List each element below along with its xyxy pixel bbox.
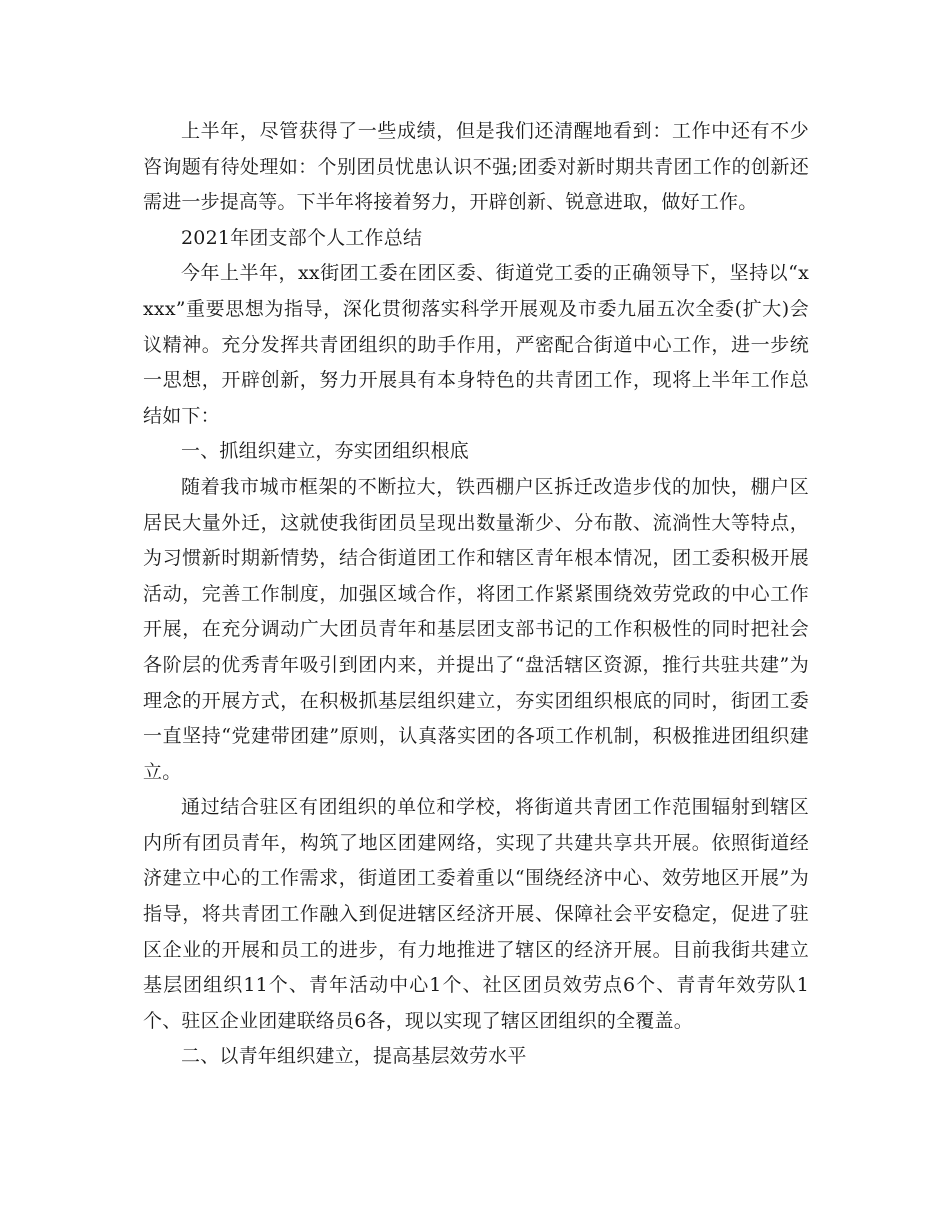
- paragraph-section-1-cont: 通过结合驻区有团组织的单位和学校，将街道共青团工作范围辐射到辖区内所有团员青年，构筑了地区团建网络，实现了共建共享共开展。依照街道经济建立中心的工作需求，街道团工委着重以“围绕经济中心、效劳地区开展”为指导，将共青团工作融入到促进辖区经济开展、保障社会平安稳定，促进了驻区企业的开展和员工的进步，有力地推进了辖区的经济开展。目前我街共建立基层团组织11个、青年活动中心1个、社区团员效劳点6个、青青年效劳队1个、驻区企业团建联络员6各，现以实现了辖区团组织的全覆盖。: [143, 796, 809, 1032]
- document-title: 2021年团支部个人工作总结: [181, 226, 423, 249]
- section-heading-1: 一、抓组织建立，夯实团组织根底: [181, 440, 470, 463]
- document-body: [143, 114, 809, 1075]
- section-heading-2: 二、以青年组织建立，提高基层效劳水平: [181, 1045, 527, 1068]
- paragraph-section-1: 随着我市城市框架的不断拉大，铁西棚户区拆迁改造步伐的加快，棚户区居民大量外迁，这就使我街团员呈现出数量渐少、分布散、流淌性大等特点，为习惯新时期新情势，结合街道团工作和辖区青年根本情况，团工委积极开展活动，完善工作制度，加强区域合作，将团工作紧紧围绕效劳党政的中心工作开展，在充分调动广大团员青年和基层团支部书记的工作积极性的同时把社会各阶层的优秀青年吸引到团内来，并提出了“盘活辖区资源，推行共驻共建”为理念的开展方式，在积极抓基层组织建立，夯实团组织根底的同时，街团工委一直坚持“党建带团建”原则，认真落实团的各项工作机制，积极推进团组织建立。: [143, 475, 809, 783]
- paragraph-intro: 上半年，尽管获得了一些成绩，但是我们还清醒地看到：工作中还有不少咨询题有待处理如：个别团员忧患认识不强;团委对新时期共青团工作的创新还需进一步提高等。下半年将接着努力，开辟创新、锐意进取，做好工作。: [143, 120, 809, 214]
- paragraph-opening: 今年上半年，xx街团工委在团区委、街道党工委的正确领导下，坚持以“xxxx”重要思想为指导，深化贯彻落实科学开展观及市委九届五次全委(扩大)会议精神。充分发挥共青团组织的助手作用，严密配合街道中心工作，进一步统一思想，开辟创新，努力开展具有本身特色的共青团工作，现将上半年工作总结如下：: [143, 262, 809, 427]
